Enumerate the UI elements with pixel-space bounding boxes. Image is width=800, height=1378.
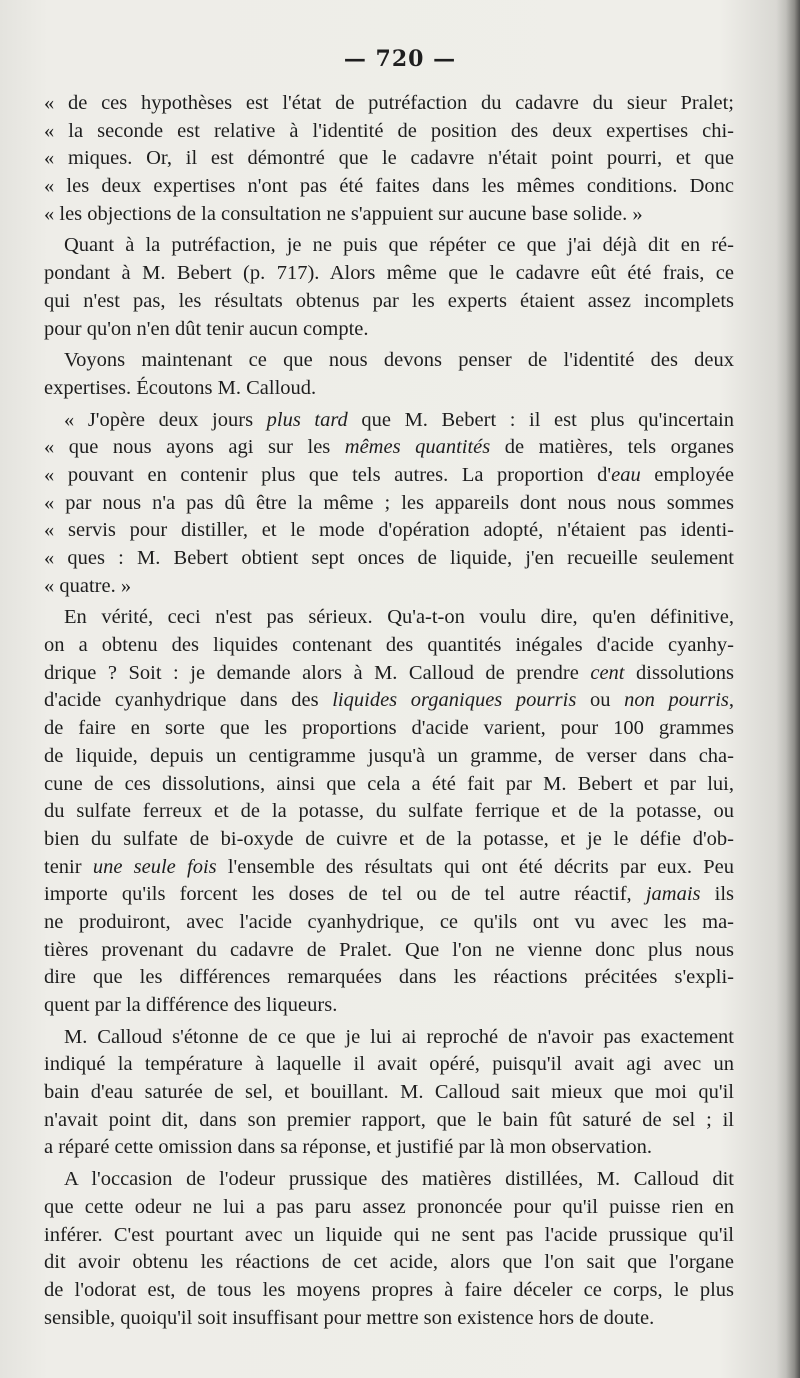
text-line bbox=[44, 1166, 734, 1194]
text-span: expertises. Écoutons M. Calloud. bbox=[44, 376, 317, 399]
text-line bbox=[44, 1249, 734, 1277]
text-line bbox=[44, 375, 734, 403]
text-line bbox=[44, 1024, 734, 1052]
text-span: l'ensemble des résultats qui ont été décrits par eux. Peu bbox=[216, 855, 734, 878]
text-span: pondant à M. Bebert (p. 717). Alors même que le cadavre eût été frais, ce bbox=[44, 262, 734, 285]
text-line bbox=[44, 201, 734, 229]
text-span: de matières, tels organes bbox=[490, 436, 734, 459]
text-line bbox=[44, 964, 734, 992]
text-line bbox=[44, 407, 734, 435]
text-span: « servis pour distiller, et le mode d'opération adopté, n'étaient pas identi- bbox=[44, 519, 734, 542]
page-number: — 720 — bbox=[343, 46, 457, 72]
text-line bbox=[44, 90, 734, 118]
italic-span: cent bbox=[590, 661, 625, 684]
text-line bbox=[44, 434, 734, 462]
text-span: on a obtenu des liquides contenant des quantités inégales d'acide cyanhy- bbox=[44, 634, 734, 657]
paragraph bbox=[44, 407, 734, 601]
text-span: « que nous ayons agi sur les bbox=[44, 436, 345, 459]
text-span: ne produiront, avec l'acide cyanhydrique, ce qu'ils ont vu avec les ma- bbox=[44, 910, 734, 933]
text-line bbox=[44, 992, 734, 1020]
italic-span: plus tard bbox=[266, 408, 348, 431]
text-line bbox=[44, 517, 734, 545]
text-line bbox=[44, 545, 734, 573]
italic-span: mêmes quantités bbox=[344, 436, 491, 459]
text-line bbox=[44, 771, 734, 799]
text-span: « les objections de la consultation ne s'appuient sur aucune base solide. » bbox=[44, 202, 643, 225]
paragraph bbox=[44, 1024, 734, 1162]
text-line bbox=[44, 1079, 734, 1107]
body-text bbox=[44, 90, 734, 1332]
text-line bbox=[44, 743, 734, 771]
text-span: de faire en sorte que les proportions d'acide varient, pour 100 grammes bbox=[44, 717, 734, 740]
text-line bbox=[44, 490, 734, 518]
text-line bbox=[44, 798, 734, 826]
text-line bbox=[44, 118, 734, 146]
text-line bbox=[44, 1277, 734, 1305]
text-span: employée bbox=[640, 463, 734, 486]
text-span: En vérité, ceci n'est pas sérieux. Qu'a-t-on voulu dire, qu'en définitive, bbox=[64, 606, 734, 629]
paragraph bbox=[44, 232, 734, 343]
text-span: « J'opère deux jours bbox=[64, 408, 267, 431]
text-span: dit avoir obtenu les réactions de cet acide, alors que l'on sait que l'organe bbox=[44, 1251, 734, 1274]
text-span: « pouvant en contenir plus que tels autres. La proportion d' bbox=[44, 463, 612, 486]
text-line bbox=[44, 288, 734, 316]
text-span: drique ? Soit : je demande alors à M. Calloud de prendre bbox=[44, 661, 591, 684]
text-span: importe qu'ils forcent les doses de tel ou de tel autre réactif, bbox=[44, 883, 646, 906]
text-span: ils bbox=[700, 883, 734, 906]
text-line bbox=[44, 173, 734, 201]
text-span: « miques. Or, il est démontré que le cadavre n'était point pourri, et que bbox=[44, 147, 734, 170]
paragraph bbox=[44, 604, 734, 1019]
text-span: que M. Bebert : il est plus qu'incertain bbox=[347, 408, 735, 431]
text-span: bain d'eau saturée de sel, et bouillant. M. Calloud sait mieux que moi qu'il bbox=[44, 1081, 734, 1104]
text-span: dire que les différences remarquées dans les réactions précitées s'expli- bbox=[44, 966, 734, 989]
text-span: tières provenant du cadavre de Pralet. Que l'on ne vienne donc plus nous bbox=[44, 938, 734, 961]
text-line bbox=[44, 347, 734, 375]
text-line bbox=[44, 1194, 734, 1222]
italic-span: eau bbox=[611, 463, 641, 486]
text-span: indiqué la température à laquelle il avait opéré, puisqu'il avait agi avec un bbox=[44, 1053, 734, 1076]
page-edge-shadow bbox=[786, 0, 800, 1378]
text-line bbox=[44, 1305, 734, 1333]
text-line bbox=[44, 1134, 734, 1162]
text-line bbox=[44, 687, 734, 715]
text-line bbox=[44, 826, 734, 854]
italic-span: jamais bbox=[645, 883, 701, 906]
text-span: « de ces hypothèses est l'état de putréfaction du cadavre du sieur Pralet; bbox=[44, 92, 734, 114]
text-line bbox=[44, 1107, 734, 1135]
text-line bbox=[44, 1222, 734, 1250]
paragraph bbox=[44, 1166, 734, 1332]
text-line bbox=[44, 937, 734, 965]
text-span: a réparé cette omission dans sa réponse, et justifié par là mon observation. bbox=[44, 1136, 652, 1159]
text-line bbox=[44, 660, 734, 688]
text-span: pour qu'on n'en dût tenir aucun compte. bbox=[44, 317, 369, 340]
text-line bbox=[44, 145, 734, 173]
text-span: que cette odeur ne lui a pas paru assez prononcée pour qu'il puisse rien en bbox=[44, 1195, 734, 1218]
text-span: M. Calloud s'étonne de ce que je lui ai reproché de n'avoir pas exactement bbox=[64, 1025, 734, 1048]
text-span: , bbox=[728, 689, 734, 712]
text-span: « la seconde est relative à l'identité de position des deux expertises chi- bbox=[44, 119, 734, 142]
text-line bbox=[44, 232, 734, 260]
text-span: inférer. C'est pourtant avec un liquide qui ne sent pas l'acide prussique qu'il bbox=[44, 1223, 734, 1246]
text-span: ou bbox=[576, 689, 625, 712]
text-span: dissolutions bbox=[624, 661, 734, 684]
text-line bbox=[44, 909, 734, 937]
text-span: « quatre. » bbox=[44, 574, 132, 597]
text-span: n'avait point dit, dans son premier rapport, que le bain fût saturé de sel ; il bbox=[44, 1108, 734, 1131]
text-line bbox=[44, 854, 734, 882]
text-line bbox=[44, 573, 734, 601]
text-span: du sulfate ferreux et de la potasse, du sulfate ferrique et de la potasse, ou bbox=[44, 800, 734, 823]
text-span: de liquide, depuis un centigramme jusqu'à un gramme, de verser dans cha- bbox=[44, 744, 734, 767]
text-line bbox=[44, 632, 734, 660]
text-line bbox=[44, 1051, 734, 1079]
text-line bbox=[44, 260, 734, 288]
text-span: A l'occasion de l'odeur prussique des matières distillées, M. Calloud dit bbox=[64, 1168, 734, 1191]
text-span: sensible, quoiqu'il soit insuffisant pour mettre son existence hors de doute. bbox=[44, 1306, 655, 1329]
text-span: « les deux expertises n'ont pas été faites dans les mêmes conditions. Donc bbox=[44, 175, 734, 198]
text-span: bien du sulfate de bi-oxyde de cuivre et de la potasse, et je le défie d'ob- bbox=[44, 827, 734, 850]
text-span: d'acide cyanhydrique dans des bbox=[44, 689, 333, 712]
paragraph bbox=[44, 347, 734, 402]
text-span: Voyons maintenant ce que nous devons penser de l'identité des deux bbox=[64, 349, 734, 372]
text-span: quent par la différence des liqueurs. bbox=[44, 994, 338, 1016]
italic-span: liquides organiques pourris bbox=[332, 689, 577, 712]
paragraph bbox=[44, 90, 734, 228]
text-span: de l'odorat est, de tous les moyens propres à faire déceler ce corps, le plus bbox=[44, 1278, 734, 1301]
text-span: Quant à la putréfaction, je ne puis que répéter ce que j'ai déjà dit en ré- bbox=[64, 234, 734, 257]
italic-span: non pourris bbox=[624, 689, 729, 712]
text-span: tenir bbox=[44, 855, 93, 878]
text-span: « par nous n'a pas dû être la même ; les appareils dont nous nous sommes bbox=[44, 491, 734, 514]
text-span: « ques : M. Bebert obtient sept onces de liquide, j'en recueille seulement bbox=[44, 547, 734, 569]
text-line bbox=[44, 881, 734, 909]
text-line bbox=[44, 715, 734, 743]
text-span: cune de ces dissolutions, ainsi que cela a été fait par M. Bebert et par lui, bbox=[44, 772, 734, 795]
text-line bbox=[44, 316, 734, 344]
text-line bbox=[44, 604, 734, 632]
text-line bbox=[44, 462, 734, 490]
italic-span: une seule fois bbox=[92, 855, 217, 878]
text-span: qui n'est pas, les résultats obtenus par les experts étaient assez incomplets bbox=[44, 289, 734, 312]
